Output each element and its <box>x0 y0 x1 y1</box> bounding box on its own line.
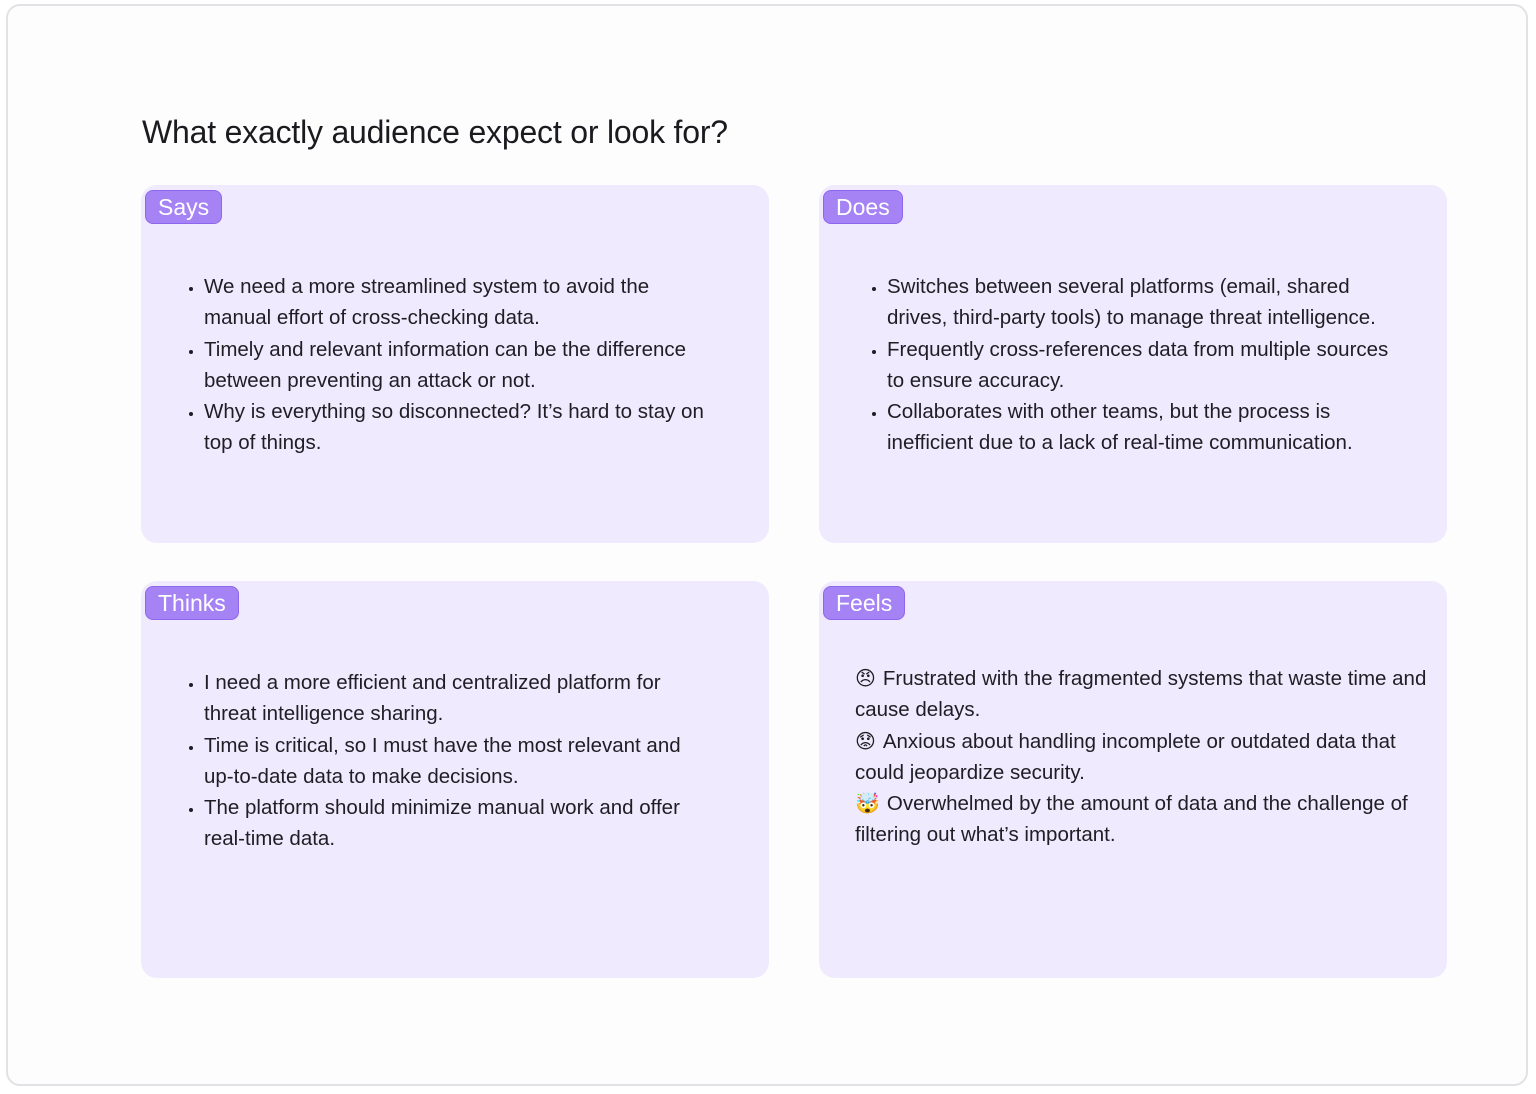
thinks-card <box>141 581 769 978</box>
angry-face-icon: 😠 <box>855 666 876 690</box>
worried-face-icon: 😟 <box>855 728 876 753</box>
does-tag: Does <box>823 190 903 224</box>
list-item: • I need a more efficient and centralized platform for threat intelligence sharing. <box>204 667 704 730</box>
says-list <box>182 271 704 459</box>
list-item: • Collaborates with other teams, but the process is inefficient due to a lack of real-time communication. <box>887 396 1407 459</box>
list-item: • Time is critical, so I must have the most relevant and up-to-date data to make decisions. <box>204 730 704 793</box>
says-card <box>141 185 769 543</box>
feels-item-text: Anxious about handling incomplete or outdated data that could jeopardize security. <box>855 729 1396 784</box>
thinks-tag: Thinks <box>145 586 239 620</box>
list-item: • Frequently cross-references data from multiple sources to ensure accuracy. <box>887 334 1407 397</box>
thinks-list <box>182 667 704 855</box>
page-title: What exactly audience expect or look for? <box>142 114 728 150</box>
list-item: • Switches between several platforms (email, shared drives, third-party tools) to manage threat intelligence. <box>887 271 1407 334</box>
feels-tag: Feels <box>823 586 905 620</box>
says-tag: Says <box>145 190 222 224</box>
does-card <box>819 185 1447 543</box>
list-item <box>855 663 1429 726</box>
list-item: • The platform should minimize manual work and offer real-time data. <box>204 792 704 855</box>
feels-item-text: Overwhelmed by the amount of data and the challenge of filtering out what’s important. <box>855 792 1408 847</box>
list-item: • We need a more streamlined system to avoid the manual effort of cross-checking data. <box>204 271 704 334</box>
feels-card <box>819 581 1447 978</box>
feels-item-text: Frustrated with the fragmented systems that waste time and cause delays. <box>855 667 1427 722</box>
list-item: • Timely and relevant information can be the difference between preventing an attack or not. <box>204 334 704 397</box>
exploding-head-icon: 🤯 <box>855 791 880 816</box>
list-item <box>855 726 1429 789</box>
feels-list <box>855 663 1429 851</box>
list-item: • Why is everything so disconnected? It’s hard to stay on top of things. <box>204 396 704 459</box>
list-item <box>855 788 1429 851</box>
does-list <box>865 271 1407 459</box>
